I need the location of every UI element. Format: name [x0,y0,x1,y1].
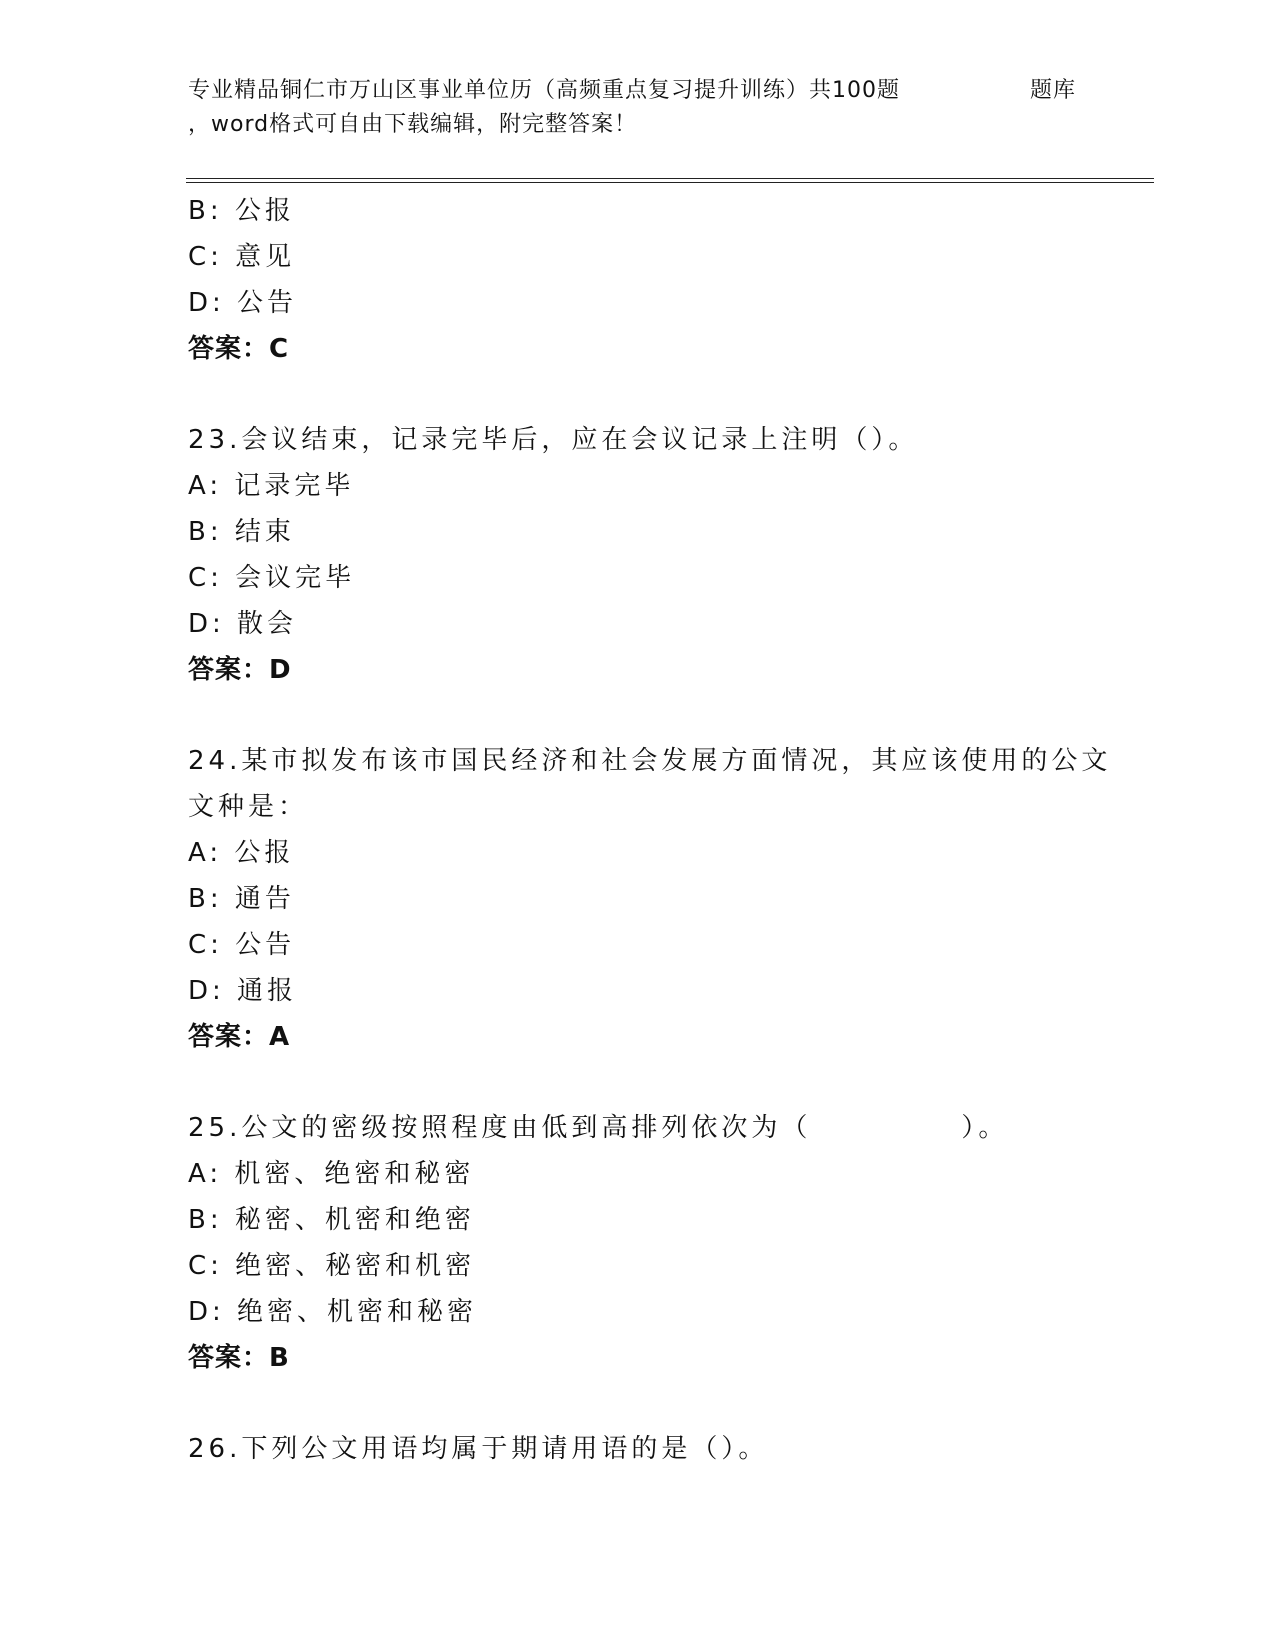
answer: 答案：D [188,655,292,685]
option-b: B: 公报 [188,196,295,226]
option-b: B: 通告 [188,884,295,914]
answer: 答案：B [188,1343,290,1373]
header-divider [186,178,1154,183]
answer: 答案：A [188,1022,291,1052]
header-tag: 题库 [1030,78,1077,103]
question-text: 26.下列公文用语均属于期请用语的是（）。 [188,1434,769,1464]
option-b: B: 结束 [188,517,295,547]
option-d: D: 通报 [188,976,298,1006]
option-d: D: 绝密、机密和秘密 [188,1297,478,1327]
option-d: D: 散会 [188,609,298,639]
question-23 [188,417,1088,693]
header-title: 专业精品铜仁市万山区事业单位历（高频重点复习提升训练）共100题 [188,78,900,103]
option-c: C: 会议完毕 [188,563,356,593]
option-c: C: 公告 [188,930,296,960]
question-22-continued [188,188,1088,372]
document-body [188,188,1112,1472]
page-header [188,74,1148,142]
option-c: C: 绝密、秘密和机密 [188,1251,476,1281]
option-a: A: 机密、绝密和秘密 [188,1159,475,1189]
question-26 [188,1426,1088,1472]
answer: 答案：C [188,334,290,364]
header-title-row [188,74,1148,108]
question-25 [188,1105,1088,1381]
question-text-line2: 文种是： [188,792,309,822]
question-text: 25.公文的密级按照程度由低到高排列依次为（ ）。 [188,1113,1009,1143]
option-a: A: 记录完毕 [188,471,355,501]
option-a: A: 公报 [188,838,295,868]
option-c: C: 意见 [188,242,296,272]
question-24 [188,738,1112,1060]
header-subtitle: ，word格式可自由下载编辑，附完整答案！ [188,112,638,137]
option-d: D: 公告 [188,288,298,318]
option-b: B: 秘密、机密和绝密 [188,1205,475,1235]
question-text-line1: 24.某市拟发布该市国民经济和社会发展方面情况，其应该使用的公文 [188,746,1112,776]
question-text: 23.会议结束，记录完毕后，应在会议记录上注明（）。 [188,425,919,455]
